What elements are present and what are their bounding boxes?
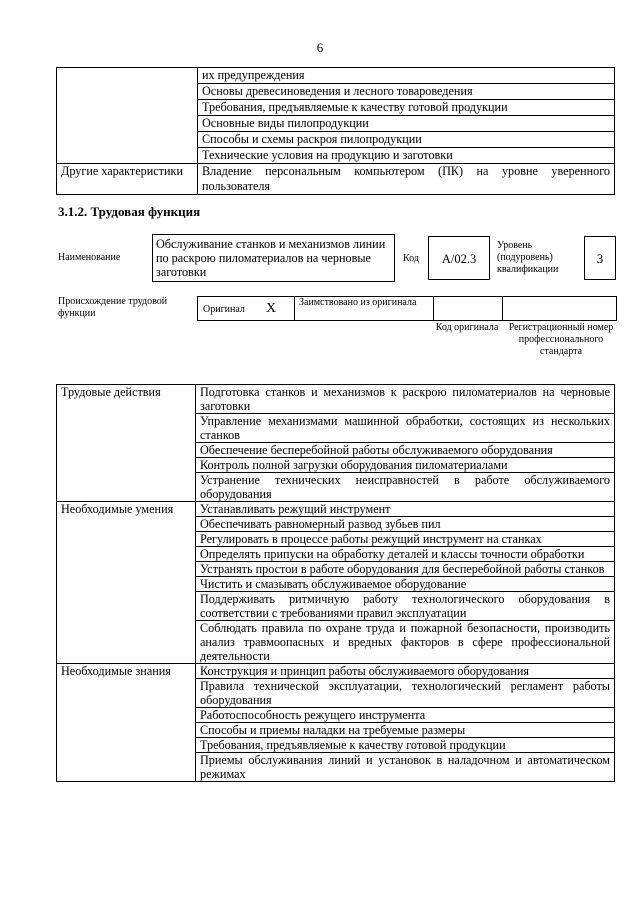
- list-item: Соблюдать правила по охране труда и пожарной безопасности, производить анализ травмоопасных и вредных факторов в сфере профессиональной деятельности: [196, 621, 615, 664]
- list-item: Правила технической эксплуатации, технологический регламент работы оборудования: [196, 679, 615, 708]
- divider: [502, 296, 503, 321]
- actions-label: Трудовые действия: [57, 385, 196, 502]
- list-item: Основные виды пилопродукции: [198, 116, 615, 132]
- list-item: их предупреждения: [198, 68, 615, 84]
- level-value: 3: [584, 236, 616, 280]
- list-item: Обеспечение бесперебойной работы обслуживаемого оборудования: [196, 443, 615, 458]
- section-title: 3.1.2. Трудовая функция: [58, 204, 201, 219]
- other-characteristics-value: Владение персональным компьютером (ПК) на уровне уверенного пользователя: [198, 164, 615, 195]
- list-item: Технические условия на продукцию и заготовки: [198, 148, 615, 164]
- list-item: Регулировать в процессе работы режущий инструмент на станках: [196, 532, 615, 547]
- name-label: Наименование: [58, 252, 121, 263]
- list-item: Обеспечивать равномерный развод зубьев пил: [196, 517, 615, 532]
- origin-label: Происхождение трудовой функции: [58, 296, 168, 319]
- top-table-empty-cell: [57, 68, 198, 164]
- list-item: Основы древесиноведения и лесного товароведения: [198, 84, 615, 100]
- list-item: Способы и приемы наладки на требуемые размеры: [196, 723, 615, 738]
- knowledge-label: Необходимые знания: [57, 664, 196, 782]
- list-item: Устранение технических неисправностей в работе обслуживаемого оборудования: [196, 473, 615, 502]
- origin-row: [197, 296, 617, 321]
- list-item: Подготовка станков и механизмов к раскрою пиломатериалов на черновые заготовки: [196, 385, 615, 414]
- list-item: Требования, предъявляемые к качеству готовой продукции: [198, 100, 615, 116]
- borrowed-label: Заимствовано из оригинала: [299, 297, 417, 308]
- main-table: [56, 384, 615, 782]
- list-item: Устанавливать режущий инструмент: [196, 502, 615, 517]
- list-item: Определять припуски на обработку деталей и классы точности обработки: [196, 547, 615, 562]
- list-item: Устранять простои в работе оборудования для бесперебойной работы станков: [196, 562, 615, 577]
- divider: [294, 296, 295, 321]
- list-item: Конструкция и принцип работы обслуживаемого оборудования: [196, 664, 615, 679]
- top-table: [56, 67, 615, 195]
- skills-label: Необходимые умения: [57, 502, 196, 664]
- code-label: Код: [403, 253, 419, 264]
- reg-caption: Регистрационный номер профессионального стандарта: [508, 322, 614, 357]
- list-item: Требования, предъявляемые к качеству готовой продукции: [196, 738, 615, 753]
- list-item: Чистить и смазывать обслуживаемое оборудование: [196, 577, 615, 592]
- code-caption: Код оригинала: [435, 322, 499, 333]
- page-number: 6: [316, 40, 324, 55]
- original-label: Оригинал: [203, 304, 245, 315]
- list-item: Приемы обслуживания линий и установок в наладочном и автоматическом режимах: [196, 753, 615, 782]
- list-item: Работоспособность режущего инструмента: [196, 708, 615, 723]
- other-characteristics-label: Другие характеристики: [57, 164, 198, 195]
- list-item: Способы и схемы раскроя пилопродукции: [198, 132, 615, 148]
- list-item: Контроль полной загрузки оборудования пиломатериалами: [196, 458, 615, 473]
- list-item: Поддерживать ритмичную работу технологического оборудования в соответствии с требованиями правил эксплуатации: [196, 592, 615, 621]
- list-item: Управление механизмами машинной обработки, состоящих из нескольких станков: [196, 414, 615, 443]
- level-label: Уровень (подуровень) квалификации: [497, 240, 559, 275]
- code-value: A/02.3: [428, 236, 490, 280]
- divider: [433, 296, 434, 321]
- name-value: Обслуживание станков и механизмов линии по раскрою пиломатериалов на черновые заготовки: [152, 234, 395, 282]
- original-mark: X: [266, 301, 277, 316]
